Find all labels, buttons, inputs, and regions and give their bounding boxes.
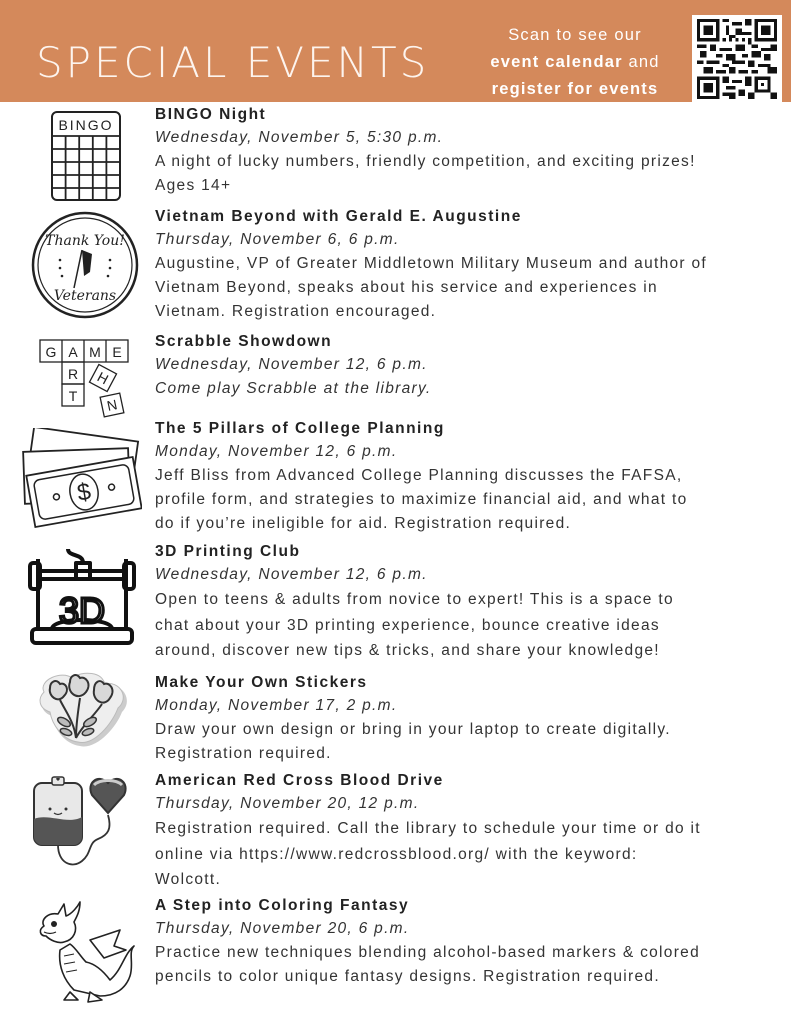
svg-text:Veterans: Veterans (53, 288, 117, 304)
event-description-line: Vietnam Beyond, speaks about his service and experiences in (155, 279, 658, 296)
event-date: Thursday, November 6, 6 p.m. (155, 231, 400, 248)
svg-text:N: N (105, 396, 119, 414)
event-description-line: Practice new techniques blending alcohol-based markers & colored (155, 944, 701, 961)
svg-text:3D: 3D (58, 590, 106, 631)
svg-text:H: H (94, 368, 112, 388)
dollar-bills-icon (20, 428, 142, 528)
qr-code[interactable] (692, 15, 782, 102)
scan-line-1: Scan to see our (508, 26, 642, 44)
svg-text:R: R (67, 366, 79, 382)
scan-line-3 (470, 76, 680, 103)
event-title: 3D Printing Club (155, 543, 301, 560)
3d-printer-icon (28, 545, 136, 647)
blood-bag-heart-icon (28, 773, 143, 873)
event-description-line: Open to teens & adults from novice to expert! This is a space to (155, 591, 674, 608)
event-date: Wednesday, November 12, 6 p.m. (155, 566, 428, 583)
event-date: Monday, November 17, 2 p.m. (155, 697, 398, 714)
page-title: SPECIAL EVENTS (36, 38, 430, 87)
event-description-line: Registration required. Call the library to schedule your time or do it (155, 820, 701, 837)
event-description-line: pencils to color unique fantasy designs. Registration required. (155, 968, 660, 985)
scan-bold-event-calendar: event calendar (490, 53, 623, 71)
thank-you-veterans-icon (30, 210, 140, 320)
event-description-line: Jeff Bliss from Advanced College Planning discusses the FAFSA, (155, 467, 683, 484)
event-3d-printing-club (155, 541, 785, 664)
svg-text:A: A (68, 344, 78, 360)
scan-instructions (470, 22, 680, 103)
event-date: Thursday, November 20, 6 p.m. (155, 920, 410, 937)
event-description-line: Vietnam. Registration encouraged. (155, 303, 437, 320)
event-title: A Step into Coloring Fantasy (155, 897, 410, 914)
event-description-line: profile form, and strategies to maximize financial aid, and what to (155, 491, 688, 508)
event-date: Wednesday, November 12, 6 p.m. (155, 356, 428, 373)
bingo-card-icon (50, 110, 122, 202)
qr-code-icon (697, 19, 777, 99)
event-date: Monday, November 12, 6 p.m. (155, 443, 398, 460)
dragon-icon (30, 900, 140, 1008)
event-description-line: online via https://www.redcrossblood.org/ with the keyword: (155, 845, 638, 863)
event-bingo-night (155, 104, 785, 198)
svg-text:$: $ (75, 478, 94, 507)
event-description-line: around, discover new tips & tricks, and share your knowledge! (155, 642, 660, 659)
event-description-line: Wolcott. (155, 871, 222, 888)
event-title: BINGO Night (155, 106, 267, 123)
scan-line-2 (470, 49, 680, 76)
event-title: Scrabble Showdown (155, 333, 333, 350)
svg-text:M: M (89, 344, 101, 360)
event-date: Thursday, November 20, 12 p.m. (155, 795, 420, 812)
header-banner (0, 0, 791, 102)
event-scrabble-showdown (155, 331, 785, 401)
svg-text:Thank You!: Thank You! (45, 233, 125, 249)
svg-text:G: G (45, 344, 57, 360)
event-date: Wednesday, November 5, 5:30 p.m. (155, 129, 444, 146)
event-college-planning (155, 418, 785, 536)
event-coloring-fantasy (155, 895, 785, 989)
event-vietnam-beyond (155, 206, 785, 324)
svg-text:E: E (112, 344, 122, 360)
flower-sticker-icon (36, 672, 132, 752)
event-title: The 5 Pillars of College Planning (155, 420, 445, 437)
event-description-line: chat about your 3D printing experience, bounce creative ideas (155, 616, 660, 634)
event-title: Make Your Own Stickers (155, 674, 368, 691)
event-description-line: do if you’re ineligible for aid. Registration required. (155, 515, 572, 532)
scan-bold-register: register for events (491, 80, 659, 98)
event-title: Vietnam Beyond with Gerald E. Augustine (155, 208, 522, 225)
event-description-line: Registration required. (155, 745, 332, 762)
event-title: American Red Cross Blood Drive (155, 772, 444, 789)
svg-text:T: T (68, 388, 78, 404)
scrabble-tiles-icon (38, 338, 133, 428)
svg-text:BINGO: BINGO (58, 117, 114, 133)
event-blood-drive (155, 770, 785, 893)
event-description-line: Come play Scrabble at the library. (155, 380, 432, 397)
event-make-stickers (155, 672, 785, 766)
event-description-line: Augustine, VP of Greater Middletown Military Museum and author of (155, 255, 708, 272)
event-description-line: Ages 14+ (155, 177, 232, 194)
event-description-line: A night of lucky numbers, friendly competition, and exciting prizes! (155, 153, 696, 170)
event-description-line: Draw your own design or bring in your laptop to create digitally. (155, 721, 671, 738)
scan-and: and (622, 53, 660, 71)
